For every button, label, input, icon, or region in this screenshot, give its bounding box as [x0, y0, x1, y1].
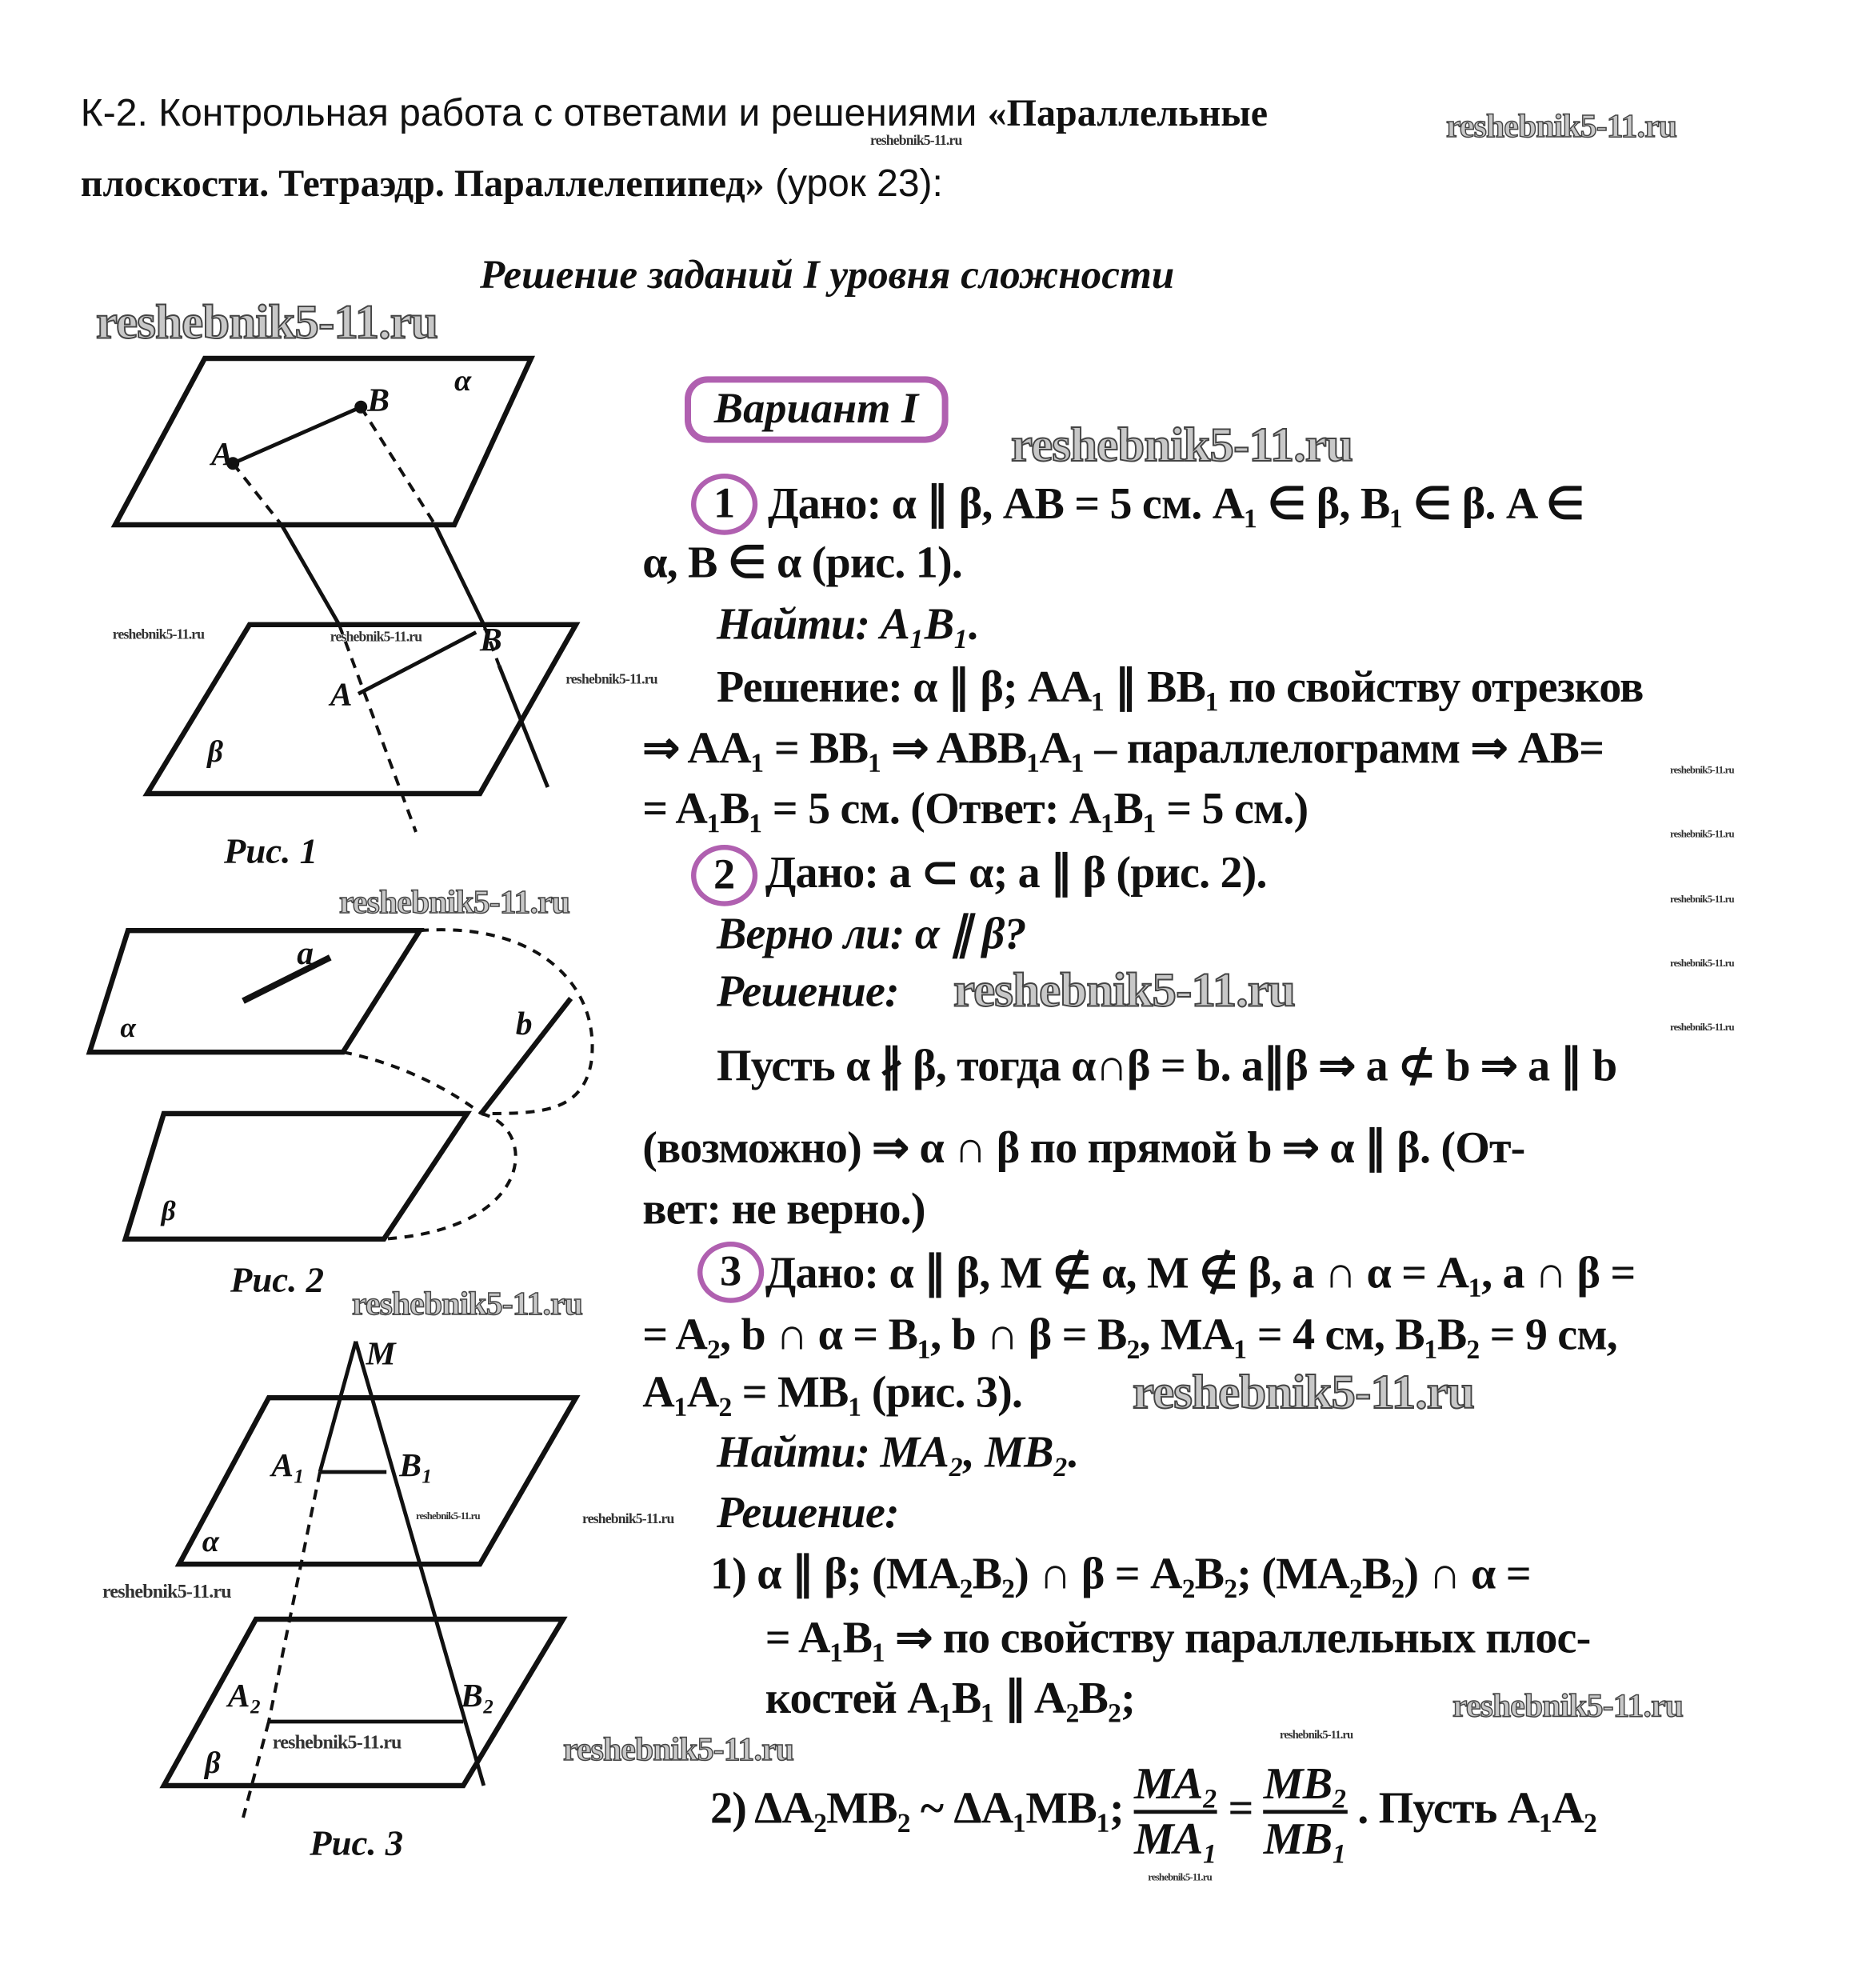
fig3-label-m: M	[366, 1334, 396, 1373]
task2-line: (возможно) ⇒ α ∩ β по прямой b ⇒ α ∥ β. (От-	[642, 1122, 1525, 1173]
title-bold-2: плоскости. Тетраэдр. Параллелепипед»	[80, 162, 765, 205]
denominator: MA₁	[1134, 1814, 1218, 1865]
dashed-plane-arc	[384, 1114, 516, 1239]
watermark: reshebnik5-11.ru	[339, 883, 570, 921]
fig1-label-beta: β	[207, 736, 223, 770]
watermark: reshebnik5-11.ru	[1446, 107, 1677, 145]
numerator: MB₂	[1264, 1759, 1347, 1814]
watermark: reshebnik5-11.ru	[953, 963, 1295, 1018]
figure-2	[90, 930, 593, 1239]
line-aa1-dashed	[339, 625, 416, 832]
task-number-3: 3	[697, 1242, 764, 1303]
fig2-label-b: b	[515, 1005, 533, 1042]
task3-line: Дано: α ∥ β, M ∉ α, M ∉ β, a ∩ α = A₁, a ∩ β =	[765, 1248, 1636, 1298]
point-b	[357, 403, 365, 411]
line-bb1-solid	[435, 525, 484, 625]
watermark: reshebnik5-11.ru	[1133, 1366, 1474, 1420]
line-aa1	[233, 463, 282, 525]
fig3-label-a1: A₁	[271, 1446, 306, 1484]
task3-line: = A₁B₁ ⇒ по свойству параллельных плос-	[765, 1613, 1591, 1663]
line-a-lower	[243, 1722, 269, 1818]
watermark: reshebnik5-11.ru	[102, 1582, 231, 1603]
fraction-mb	[1264, 1759, 1347, 1866]
continuation-text: . Пусть A₁A₂	[1357, 1782, 1596, 1834]
line-a	[243, 958, 330, 1001]
segment-a1b1	[358, 632, 476, 694]
task3-line: Найти: MA₂, MB₂.	[717, 1427, 1079, 1478]
watermark: reshebnik5-11.ru	[416, 1510, 480, 1522]
fig2-label-beta: β	[161, 1194, 176, 1226]
title-bold: «Параллельные	[987, 92, 1269, 134]
denominator: MB₁	[1263, 1814, 1348, 1865]
watermark: reshebnik5-11.ru	[352, 1285, 583, 1322]
dashed-plane-arc	[420, 930, 593, 1114]
watermark: reshebnik5-11.ru	[1670, 764, 1734, 776]
title-plain: К-2. Контрольная работа с ответами и решениями	[80, 92, 988, 134]
task1-line: α, B ∈ α (рис. 1).	[642, 538, 963, 588]
fig2-caption: Рис. 2	[230, 1261, 324, 1301]
watermark: reshebnik5-11.ru	[1452, 1686, 1684, 1725]
task2-line: вет: не верно.)	[642, 1184, 925, 1234]
fig1-label-a: A	[211, 435, 234, 473]
watermark: reshebnik5-11.ru	[1670, 957, 1734, 970]
watermark: reshebnik5-11.ru	[96, 295, 438, 350]
fig3-label-alpha: α	[202, 1526, 220, 1559]
watermark: reshebnik5-11.ru	[1670, 893, 1734, 906]
fig3-caption: Рис. 3	[310, 1824, 404, 1864]
figure-3	[164, 1342, 576, 1818]
fig1-label-a1: A	[330, 675, 353, 714]
fig3-label-a2: A₂	[227, 1677, 262, 1714]
fig2-label-alpha: α	[120, 1011, 136, 1043]
numerator: MA₂	[1134, 1759, 1217, 1814]
task3-line: A₁A₂ = MB₁ (рис. 3).	[642, 1366, 1023, 1418]
task3-line: = A₂, b ∩ α = B₁, b ∩ β = B₂, MA₁ = 4 см, B₁B₂ = 9 см,	[642, 1309, 1617, 1360]
fig1-caption: Рис. 1	[224, 832, 318, 872]
figure-1	[112, 358, 576, 832]
watermark: reshebnik5-11.ru	[563, 1730, 794, 1768]
plane-alpha	[90, 930, 420, 1052]
title-plain-2: (урок 23):	[764, 162, 943, 205]
watermark: reshebnik5-11.ru	[1670, 828, 1734, 840]
fraction-ma	[1134, 1759, 1217, 1866]
fig3-label-b2: B₂	[461, 1677, 495, 1714]
task1-line: ⇒ AA₁ = BB₁ ⇒ ABB₁A₁ – параллелограмм ⇒ AB=	[642, 723, 1604, 774]
equals-sign: =	[1228, 1782, 1253, 1834]
watermark: reshebnik5-11.ru	[112, 627, 205, 643]
watermark: reshebnik5-11.ru	[582, 1511, 674, 1527]
watermark: reshebnik5-11.ru	[870, 133, 962, 149]
task3-line: Решение:	[717, 1487, 899, 1538]
task1-line: = A₁B₁ = 5 см. (Ответ: A₁B₁ = 5 см.)	[642, 783, 1309, 834]
task1-line: Дано: α ∥ β, AB = 5 см. A₁ ∈ β, B₁ ∈ β. A ∈	[768, 478, 1584, 529]
fig1-label-alpha: α	[454, 365, 472, 398]
segment-ab	[233, 407, 361, 463]
watermark: reshebnik5-11.ru	[1011, 418, 1353, 473]
task-number-1: 1	[691, 474, 757, 535]
fig1-label-b1: B	[480, 621, 502, 658]
watermark: reshebnik5-11.ru	[565, 672, 657, 688]
task2-line: Решение:	[717, 966, 899, 1017]
fig1-label-b: B	[367, 381, 390, 419]
watermark: reshebnik5-11.ru	[330, 630, 422, 646]
plane-beta	[164, 1619, 563, 1786]
watermark: reshebnik5-11.ru	[272, 1733, 402, 1754]
dashed-plane-arc	[343, 1052, 481, 1114]
task1-line: Решение: α ∥ β; AA₁ ∥ BB₁ по свойству отрезков	[717, 662, 1644, 712]
task3-line: костей A₁B₁ ∥ A₂B₂;	[765, 1673, 1135, 1723]
task3-line: 1) α ∥ β; (MA₂B₂) ∩ β = A₂B₂; (MA₂B₂) ∩ α =	[710, 1549, 1531, 1599]
variant-heading: Вариант I	[685, 376, 948, 442]
fig3-label-b1: B₁	[399, 1446, 434, 1484]
line-aa1-solid	[282, 525, 339, 625]
line-a-dashed	[269, 1472, 320, 1722]
plane-beta	[126, 1114, 467, 1239]
line-a	[320, 1342, 356, 1472]
task3-ratio-line	[710, 1751, 1596, 1866]
line-bb1	[361, 407, 435, 525]
task2-line: Верно ли: α ∥ β?	[717, 909, 1026, 959]
task2-line: Пусть α ∦ β, тогда α∩β = b. a∥β ⇒ a ⊄ b ⇒ a ∥ b	[717, 1040, 1617, 1091]
fig2-label-a: a	[297, 934, 314, 972]
task2-line: Дано: a ⊂ α; a ∥ β (рис. 2).	[765, 847, 1267, 898]
section-subtitle: Решение заданий I уровня сложности	[480, 250, 1175, 298]
watermark: reshebnik5-11.ru	[1280, 1728, 1353, 1741]
watermark: reshebnik5-11.ru	[1670, 1021, 1734, 1034]
task1-line: Найти: A₁B₁.	[717, 598, 980, 650]
task-number-2: 2	[691, 845, 757, 906]
watermark: reshebnik5-11.ru	[1148, 1871, 1212, 1883]
similarity-text: 2) ΔA₂MB₂ ~ ΔA₁MB₁;	[710, 1782, 1124, 1834]
fig3-label-beta: β	[205, 1747, 221, 1781]
